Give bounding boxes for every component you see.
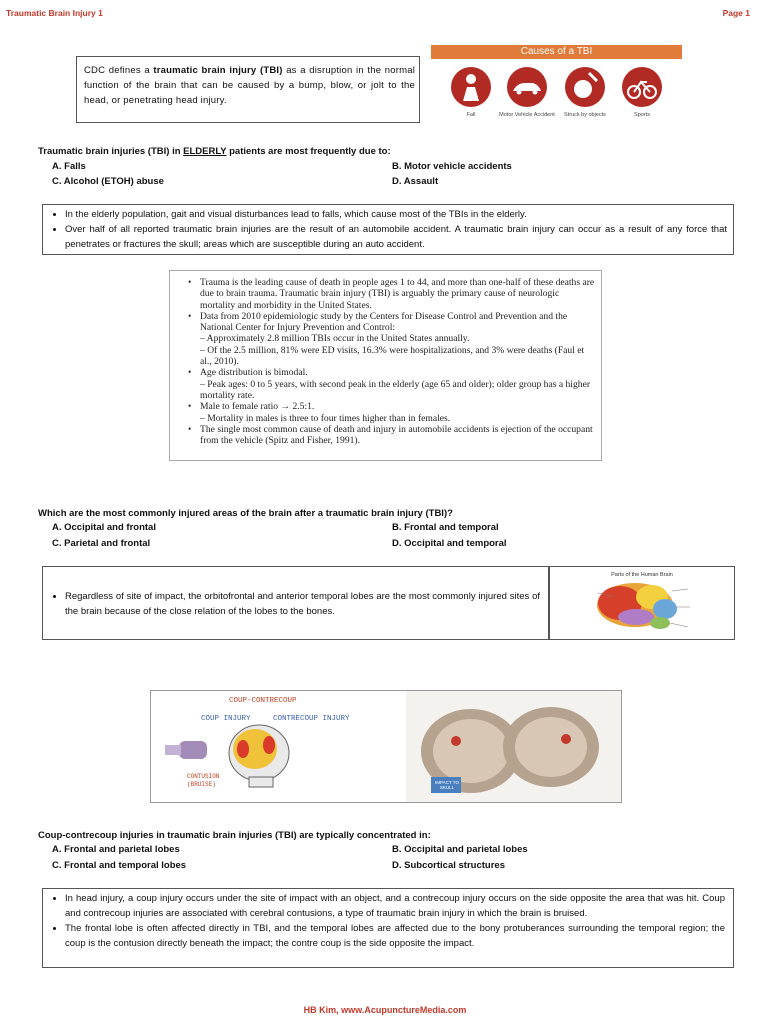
struck-icon xyxy=(565,67,605,107)
stat-item: • Age distribution is bimodal. xyxy=(200,367,595,378)
q2-option-a: A. Occipital and frontal xyxy=(52,522,156,533)
contrecoup-label: CONTRECOUP INJURY xyxy=(273,715,350,723)
cause-label: Sports xyxy=(634,112,650,118)
q3-option-c: C. Frontal and temporal lobes xyxy=(52,860,187,871)
stat-item: • Data from 2010 epidemiologic study by the Centers for Disease Control and Prevention and the National Center for Injury Prevention and Control: xyxy=(200,311,595,334)
q3-option-a: A. Frontal and parietal lobes xyxy=(52,844,180,855)
coup-contrecoup-illustration xyxy=(150,690,622,803)
coup-title: COUP-CONTRECOUP xyxy=(229,697,297,705)
question-1: Traumatic brain injuries (TBI) in ELDERLY patients are most frequently due to: xyxy=(38,146,391,157)
answer-2-box xyxy=(42,566,549,640)
answer-3-box xyxy=(42,888,734,968)
bicycle-icon xyxy=(622,67,662,107)
tbi-statistics-slide xyxy=(169,270,602,461)
q1-option-a: A. Falls xyxy=(52,161,86,172)
car-icon xyxy=(507,67,547,107)
causes-graphic xyxy=(431,45,682,123)
q1-option-c: C. Alcohol (ETOH) abuse xyxy=(52,176,164,187)
question-3: Coup-contrecoup injuries in traumatic brain injuries (TBI) are typically concentrated in: xyxy=(38,830,431,841)
document-title: Traumatic Brain Injury 1 xyxy=(6,8,103,18)
q1-option-b: B. Motor vehicle accidents xyxy=(392,161,512,172)
stat-subitem: – Of the 2.5 million, 81% were ED visits, 16.3% were hospitalizations, and 3% were deaths (Faul et al., 2010). xyxy=(200,344,585,368)
causes-title: Causes of a TBI xyxy=(431,45,682,59)
answer-1-box xyxy=(42,204,734,255)
stat-item: • The single most common cause of death and injury in automobile accidents is ejection of the occupant from the vehicle (Spitz and Fisher, 1991). xyxy=(200,424,595,447)
q3-option-d: D. Subcortical structures xyxy=(392,860,505,871)
q3-option-b: B. Occipital and parietal lobes xyxy=(392,844,528,855)
answer-1-point: • In the elderly population, gait and visual disturbances lead to falls, which cause most of the TBIs in the elderly. xyxy=(65,207,727,222)
intro-text: CDC defines a traumatic brain injury (TBI) as a disruption in the normal function of the brain that can be caused by a bump, blow, or jolt to the head, or penetrating head injury. xyxy=(84,65,415,106)
intro-term: traumatic brain injury (TBI) xyxy=(153,65,283,76)
q1-option-d: D. Assault xyxy=(392,176,439,187)
answer-3-point: • In head injury, a coup injury occurs under the site of impact with an object, and a contrecoup injury occurs on the side opposite the area that was hit. Coup and contrecoup injuries are associated with cerebral contusions, a type of traumatic brain injury in which the brain is bruised. xyxy=(65,891,725,921)
cause-label: Motor Vehicle Accident xyxy=(499,112,555,118)
q2-option-c: C. Parietal and frontal xyxy=(52,538,151,549)
answer-1-point: • Over half of all reported traumatic brain injuries are the result of an automobile accident. A traumatic brain injury can occur as a result of any force that penetrates or fractures the skull; areas which are susceptible during an auto accident. xyxy=(65,222,727,252)
q2-option-d: D. Occipital and temporal xyxy=(392,538,507,549)
cause-label: Fall xyxy=(466,112,476,118)
cause-label: Struck by objects xyxy=(564,112,606,118)
q2-option-b: B. Frontal and temporal xyxy=(392,522,499,533)
page-number: Page 1 xyxy=(722,8,750,18)
stat-subitem: – Approximately 2.8 million TBIs occur in the United States annually. xyxy=(200,333,470,345)
answer-3-point: • The frontal lobe is often affected directly in TBI, and the temporal lobes are affected due to the bony protuberances surrounding the temporal region; the coup is the contusion directly beneath the impact; the contre coup is the side opposite the impact. xyxy=(65,921,725,951)
brain-parts-diagram xyxy=(549,566,735,640)
stat-subitem: – Mortality in males is three to four times higher than in females. xyxy=(200,412,451,424)
coup-label: COUP INJURY xyxy=(201,715,251,723)
stat-subitem: – Peak ages: 0 to 5 years, with second peak in the elderly (age 65 and older); older group has a higher mortality rate. xyxy=(200,378,591,401)
stat-item: • Trauma is the leading cause of death in people ages 1 to 44, and more than one-half of these deaths are due to brain trauma. Traumatic brain injury (TBI) is arguably the primary cause of neurologic mortality and morbidity in the United States. xyxy=(200,277,595,311)
answer-2-point: • Regardless of site of impact, the orbitofrontal and anterior temporal lobes are the most commonly injured sites of the brain because of the close relation of the lobes to the bones. xyxy=(65,589,540,619)
impact-label: IMPACT TO SKULL xyxy=(435,780,459,790)
fall-icon xyxy=(451,67,491,107)
brain-diagram-title: Parts of the Human Brain xyxy=(611,572,673,578)
question-2: Which are the most commonly injured areas of the brain after a traumatic brain injury (TBI)? xyxy=(38,508,453,519)
contusion-label: CONTUSION (BRUISE) xyxy=(187,773,220,788)
footer-credit: HB Kim, www.AcupunctureMedia.com xyxy=(303,1005,467,1015)
intro-box xyxy=(76,56,420,123)
stat-item: • Male to female ratio → 2.5:1. xyxy=(200,401,595,412)
